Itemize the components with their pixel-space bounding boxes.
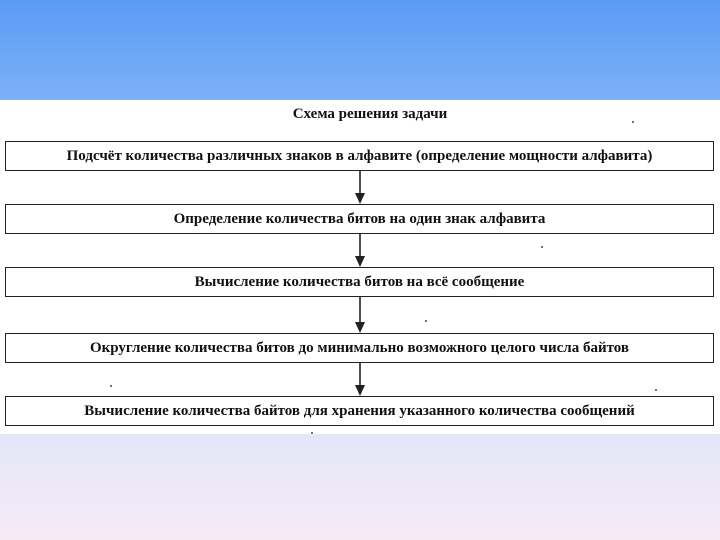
scan-speck (110, 385, 112, 387)
diagram-title: Схема решения задачи (292, 106, 448, 122)
step-label-2: Определение количества битов на один знак алфавита (173, 210, 546, 227)
bottom-lavender-band (0, 434, 720, 540)
step-box-4 (5, 333, 714, 363)
scan-speck (425, 320, 427, 322)
scan-speck (655, 389, 657, 391)
step-box-5 (5, 396, 714, 426)
scan-speck (541, 246, 543, 248)
arrow-4 (353, 363, 367, 396)
scan-speck (311, 432, 313, 434)
arrow-2 (353, 234, 367, 267)
step-box-3 (5, 267, 714, 297)
arrow-3 (353, 297, 367, 333)
step-box-1 (5, 141, 714, 171)
step-label-3: Вычисление количества битов на всё сообщение (194, 273, 525, 290)
scan-speck (632, 121, 634, 123)
step-box-2 (5, 204, 714, 234)
step-label-4: Округление количества битов до минимально возможного целого числа байтов (89, 339, 630, 356)
top-blue-band (0, 0, 720, 100)
step-label-5: Вычисление количества байтов для хранения указанного количества сообщений (84, 402, 635, 419)
arrow-1 (353, 171, 367, 204)
step-label-1: Подсчёт количества различных знаков в алфавите (определение мощности алфавита) (66, 147, 653, 164)
